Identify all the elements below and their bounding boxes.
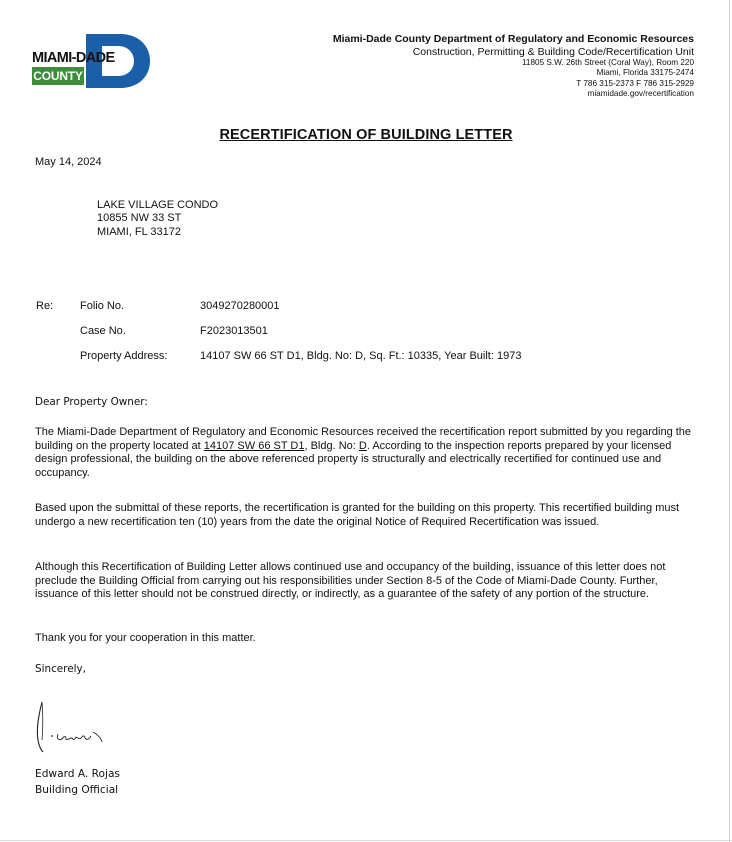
phone-fax: T 786 315-2373 F 786 315-2929: [576, 78, 694, 88]
paragraph-2: Based upon the submittal of these reports, the recertification is granted for the building on this property. This recertified building must undergo a new recertification ten (10) years from the date the original Notice of Required Recertification was issued.: [35, 502, 680, 528]
recipient-street: 10855 NW 33 ST: [97, 212, 182, 225]
salutation: Dear Property Owner:: [35, 396, 148, 408]
folio-value: 3049270280001: [200, 300, 280, 312]
recipient-name: LAKE VILLAGE CONDO: [97, 199, 219, 211]
closing: Sincerely,: [35, 663, 86, 675]
para1-address: 14107 SW 66 ST D1: [203, 439, 305, 452]
logo-text: MIAMI-DADE: [32, 50, 115, 66]
paragraph-3: Although this Recertification of Building Letter allows continued use and occupancy of the building, issuance of this letter does not preclude the Building Official from carrying out his responsibilities under Section 8-5 of the Code of Miami-Dade County. Further, issuance of this letter should not be construed directly, or indirectly, as a guarantee of the safety of any portion of the structure.: [35, 561, 666, 601]
recipient-address: [97, 199, 218, 239]
thanks-line: Thank you for your cooperation in this matter.: [35, 632, 256, 644]
logo-county-badge: COUNTY: [33, 69, 83, 83]
page-edge-bottom: [0, 840, 732, 841]
case-label: Case No.: [80, 325, 126, 337]
case-value: F2023013501: [200, 325, 268, 337]
letter-date: May 14, 2024: [35, 156, 102, 168]
property-address-label: Property Address:: [80, 350, 168, 362]
city-address: Miami, Florida 33175-2474: [596, 68, 694, 78]
letterhead: [333, 33, 694, 99]
website: miamidade.gov/recertification: [587, 88, 694, 98]
handwritten-signature: [30, 694, 120, 756]
para1-rest: . According to the inspection reports prepared by your licensed design professional, the building on the above referenced property is structurally and electrically recertified for continued use and occupancy.: [35, 439, 672, 479]
street-address: 11805 S.W. 26th Street (Coral Way), Room 220: [521, 58, 694, 67]
folio-label: Folio No.: [80, 300, 125, 312]
para1-mid: , Bldg. No:: [304, 439, 359, 452]
property-address-value: 14107 SW 66 ST D1, Bldg. No: D, Sq. Ft.: 10335, Year Built: 1973: [200, 350, 522, 362]
recipient-city: MIAMI, FL 33172: [97, 225, 181, 238]
signature-block: [35, 766, 120, 798]
signer-name: Edward A. Rojas: [35, 768, 120, 780]
para1-text: The Miami-Dade Department of Regulatory and Economic Resources received the recertification report submitted by you regarding the building on the property located at: [35, 426, 692, 452]
paragraph-1: [35, 426, 695, 480]
unit-name: Construction, Permitting & Building Code/Recertification Unit: [412, 46, 694, 58]
re-label: Re:: [36, 300, 54, 312]
para1-bldg: D: [358, 439, 367, 452]
signer-title: Building Official: [35, 784, 119, 796]
letter-title: RECERTIFICATION OF BUILDING LETTER: [219, 127, 513, 143]
miami-dade-logo: [32, 33, 152, 89]
department-name: Miami-Dade County Department of Regulatory and Economic Resources: [332, 33, 694, 45]
